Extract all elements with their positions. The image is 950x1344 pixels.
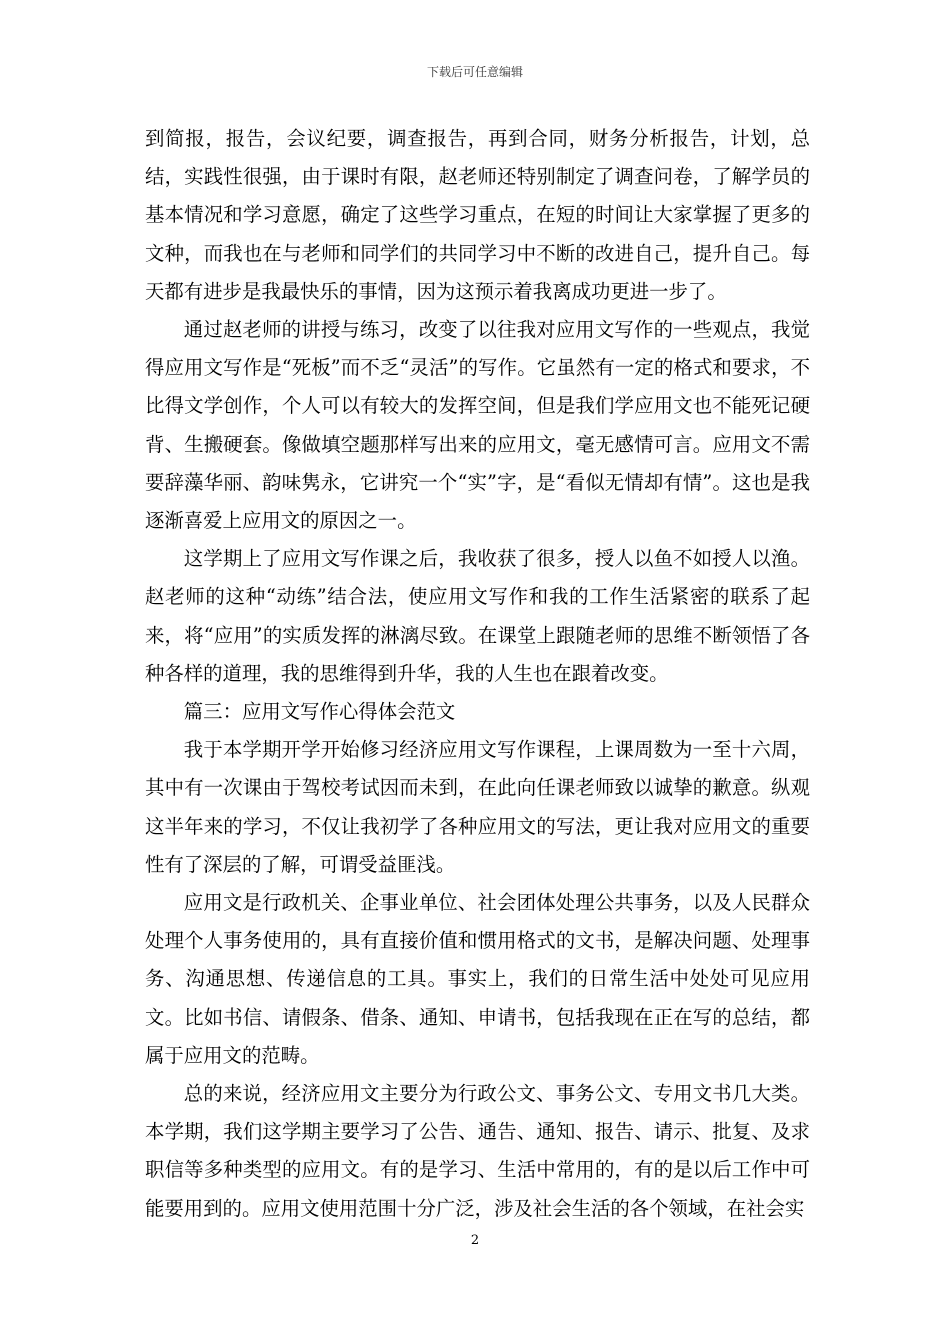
page-number: 2 [470, 1233, 480, 1248]
paragraph: 通过赵老师的讲授与练习，改变了以往我对应用文写作的一些观点，我觉得应用文写作是“死板”而不乏“灵活”的写作。它虽然有一定的格式和要求，不比得文学创作，个人可以有较大的发挥空间，但是我们学应用文也不能死记硬背、生搬硬套。像做填空题那样写出来的应用文，毫无感情可言。应用文不需要辞藻华丽、韵味隽永，它讲究一个“实”字，是“看似无情却有情”。这也是我逐渐喜爱上应用文的原因之一。 [145, 318, 810, 533]
document-body [145, 120, 810, 1228]
section-heading: 篇三：应用文写作心得体会范文 [183, 700, 456, 724]
paragraph: 我于本学期开学开始修习经济应用文写作课程，上课周数为一至十六周，其中有一次课由于驾校考试因而未到，在此向任课老师致以诚挚的歉意。纵观这半年来的学习，不仅让我初学了各种应用文的写法，更让我对应用文的重要性有了深层的了解，可谓受益匪浅。 [145, 738, 810, 876]
paragraph: 这学期上了应用文写作课之后，我收获了很多，授人以鱼不如授人以渔。赵老师的这种“动练”结合法，使应用文写作和我的工作生活紧密的联系了起来，将“应用”的实质发挥的淋漓尽致。在课堂上跟随老师的思维不断领悟了各种各样的道理，我的思维得到升华，我的人生也在跟着改变。 [145, 547, 810, 685]
paragraph: 应用文是行政机关、企事业单位、社会团体处理公共事务，以及人民群众处理个人事务使用的，具有直接价值和惯用格式的文书，是解决问题、处理事务、沟通思想、传递信息的工具。事实上，我们的日常生活中处处可见应用文。比如书信、请假条、借条、通知、申请书，包括我现在正在写的总结，都属于应用文的范畴。 [145, 891, 810, 1067]
paragraph-continuation: 到简报，报告，会议纪要，调查报告，再到合同，财务分析报告，计划，总结，实践性很强，由于课时有限，赵老师还特别制定了调查问卷，了解学员的基本情况和学习意愿，确定了这些学习重点，在短的时间让大家掌握了更多的文种，而我也在与老师和同学们的共同学习中不断的改进自己，提升自己。每天都有进步是我最快乐的事情，因为这预示着我离成功更进一步了。 [145, 127, 810, 303]
paragraph: 总的来说，经济应用文主要分为行政公文、事务公文、专用文书几大类。本学期，我们这学期主要学习了公告、通告、通知、报告、请示、批复、及求职信等多种类型的应用文。有的是学习、生活中常用的，有的是以后工作中可能要用到的。应用文使用范围十分广泛，涉及社会生活的各个领域，在社会实 [145, 1082, 810, 1220]
page-header: 下载后可任意编辑 [426, 65, 523, 79]
